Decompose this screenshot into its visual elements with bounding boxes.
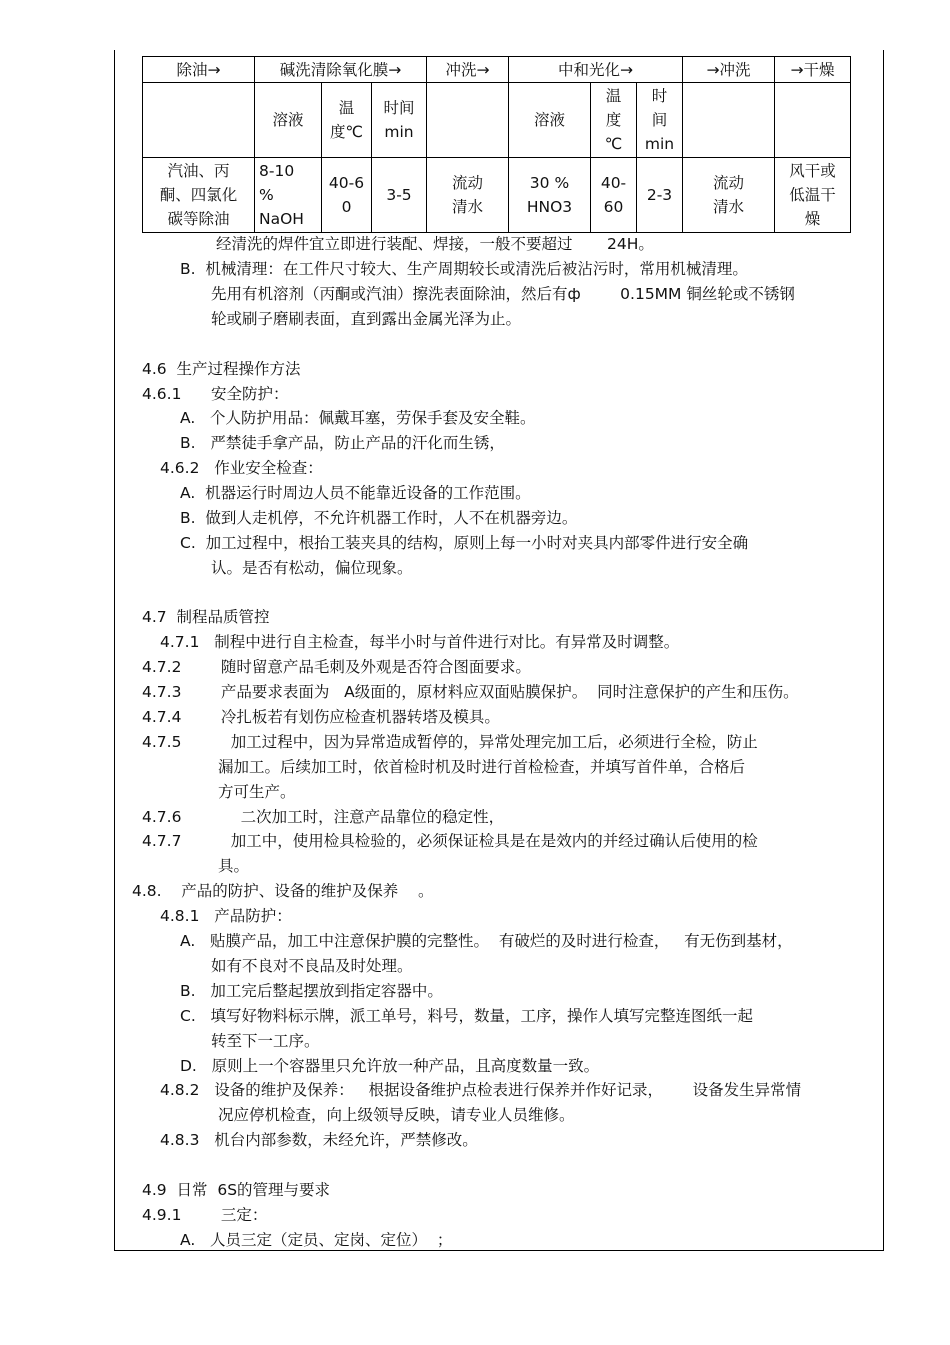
body-text-line: B. 严禁徒手拿产品，防止产品的汗化而生锈， [180,434,505,452]
body-text-line: 漏加工。后续加工时，依首检时机及时进行首检检查，并填写首件单，合格后 [218,758,746,776]
table-header-cell: 冲洗→ [427,57,509,83]
body-text-line: 4.8.1 产品防护： [160,907,292,925]
body-text-line: 4.7.4 冷扎板若有划伤应检查机器转塔及模具。 [142,708,500,726]
table-header-row [143,57,851,83]
table-cell [683,83,775,158]
body-text-line: A. 个人防护用品：佩戴耳塞，劳保手套及安全鞋。 [180,409,536,427]
body-text-line: D. 原则上一个容器里只允许放一种产品，且高度数量一致。 [180,1057,600,1075]
body-text-line: 具。 [218,857,250,875]
body-text-line: A. 人员三定（定员、定岗、定位） ； [180,1231,453,1249]
section-heading: 4.7 制程品质管控 [142,608,270,626]
body-text-line: B. 加工完后整起摆放到指定容器中。 [180,982,443,1000]
body-text-line: 认。是否有松动，偏位现象。 [211,559,413,577]
table-cell: 40- 60 [591,158,637,233]
table-header-cell: 中和光化→ [509,57,683,83]
body-text-line: 4.7.6 二次加工时，注意产品靠位的稳定性， [142,808,505,826]
body-text-line: 4.7.5 加工过程中，因为异常造成暂停的，异常处理完加工后，必须进行全检，防止 [142,733,758,751]
body-text-line: 先用有机溶剂（丙酮或汽油）擦洗表面除油，然后有ф 0.15MM 铜丝轮或不锈钢 [211,285,795,303]
table-cell: 风干或 低温干 燥 [775,158,851,233]
section-heading: 4.8. 产品的防护、设备的维护及保养 。 [132,882,434,900]
table-header-cell: 碱洗清除氧化膜→ [255,57,427,83]
body-text-line: A. 贴膜产品，加工中注意保护膜的完整性。 有破烂的及时进行检查， 有无伤到基材， [180,932,793,950]
body-text-line: 方可生产。 [218,783,296,801]
table-cell: 溶液 [509,83,591,158]
table-header-cell: →冲洗 [683,57,775,83]
table-cell: 40-6 0 [322,158,372,233]
body-text-line: B. 做到人走机停，不允许机器工作时，人不在机器旁边。 [180,509,578,527]
table-cell: 2-3 [637,158,683,233]
table-cell: 时 间 min [637,83,683,158]
table-cell: 3-5 [372,158,427,233]
section-heading: 4.6 生产过程操作方法 [142,360,301,378]
body-text-line: 4.9.1 三定： [142,1206,268,1224]
table-cell: 8-10 % NaOH [255,158,322,233]
body-text-line: 4.7.2 随时留意产品毛刺及外观是否符合图面要求。 [142,658,531,676]
table-cell [427,83,509,158]
section-heading: 4.9 日常 6S的管理与要求 [142,1181,331,1199]
body-text-line: C. 填写好物料标示牌，派工单号，料号，数量，工序，操作人填写完整连图纸一起 [180,1007,754,1025]
body-text-line: 4.8.2 设备的维护及保养： 根据设备维护点检表进行保养并作好记录， 设备发生异常情 [160,1081,802,1099]
body-text-line: 轮或刷子磨刷表面，直到露出金属光泽为止。 [211,310,522,328]
body-text-line: B. 机械清理：在工件尺寸较大、生产周期较长或清洗后被沾污时，常用机械清理。 [180,260,748,278]
table-cell [143,83,255,158]
body-text-line: 4.8.3 机台内部参数，未经允许，严禁修改。 [160,1131,478,1149]
table-cell: 30 % HNO3 [509,158,591,233]
table-cell: 溶液 [255,83,322,158]
body-text-line: 4.6.1 安全防护： [142,385,289,403]
table-cell: 温 度℃ [322,83,372,158]
cleaning-process-table [142,56,851,233]
body-text-line: C. 加工过程中，根抬工装夹具的结构，原则上每一小时对夹具内部零件进行安全确 [180,534,749,552]
table-cell: 温 度 ℃ [591,83,637,158]
body-text-line: 4.6.2 作业安全检查： [160,459,323,477]
table-header-cell: 除油→ [143,57,255,83]
body-text-line: 转至下一工序。 [211,1032,320,1050]
table-cell: 流动 清水 [427,158,509,233]
body-text-line: 经清洗的焊件宜立即进行装配、焊接，一般不要超过 24H。 [216,235,654,253]
body-text-line: 4.7.7 加工中，使用检具检验的，必须保证检具是在是效内的并经过确认后使用的检 [142,832,758,850]
body-text-line: 况应停机检查，向上级领导反映，请专业人员维修。 [218,1106,575,1124]
table-cell [775,83,851,158]
table-cell: 时间 min [372,83,427,158]
body-text-line: A. 机器运行时周边人员不能靠近设备的工作范围。 [180,484,531,502]
body-text-line: 如有不良对不良品及时处理。 [211,957,413,975]
body-text-line: 4.7.3 产品要求表面为 A级面的，原材料应双面贴膜保护。 同时注意保护的产生和压伤。 [142,683,799,701]
table-subheader-row [143,83,851,158]
table-header-cell: →干燥 [775,57,851,83]
table-cell: 汽油、丙 酮、四氯化 碳等除油 [143,158,255,233]
table-row [143,158,851,233]
body-text-line: 4.7.1 制程中进行自主检查，每半小时与首件进行对比。有异常及时调整。 [160,633,680,651]
table-cell: 流动 清水 [683,158,775,233]
